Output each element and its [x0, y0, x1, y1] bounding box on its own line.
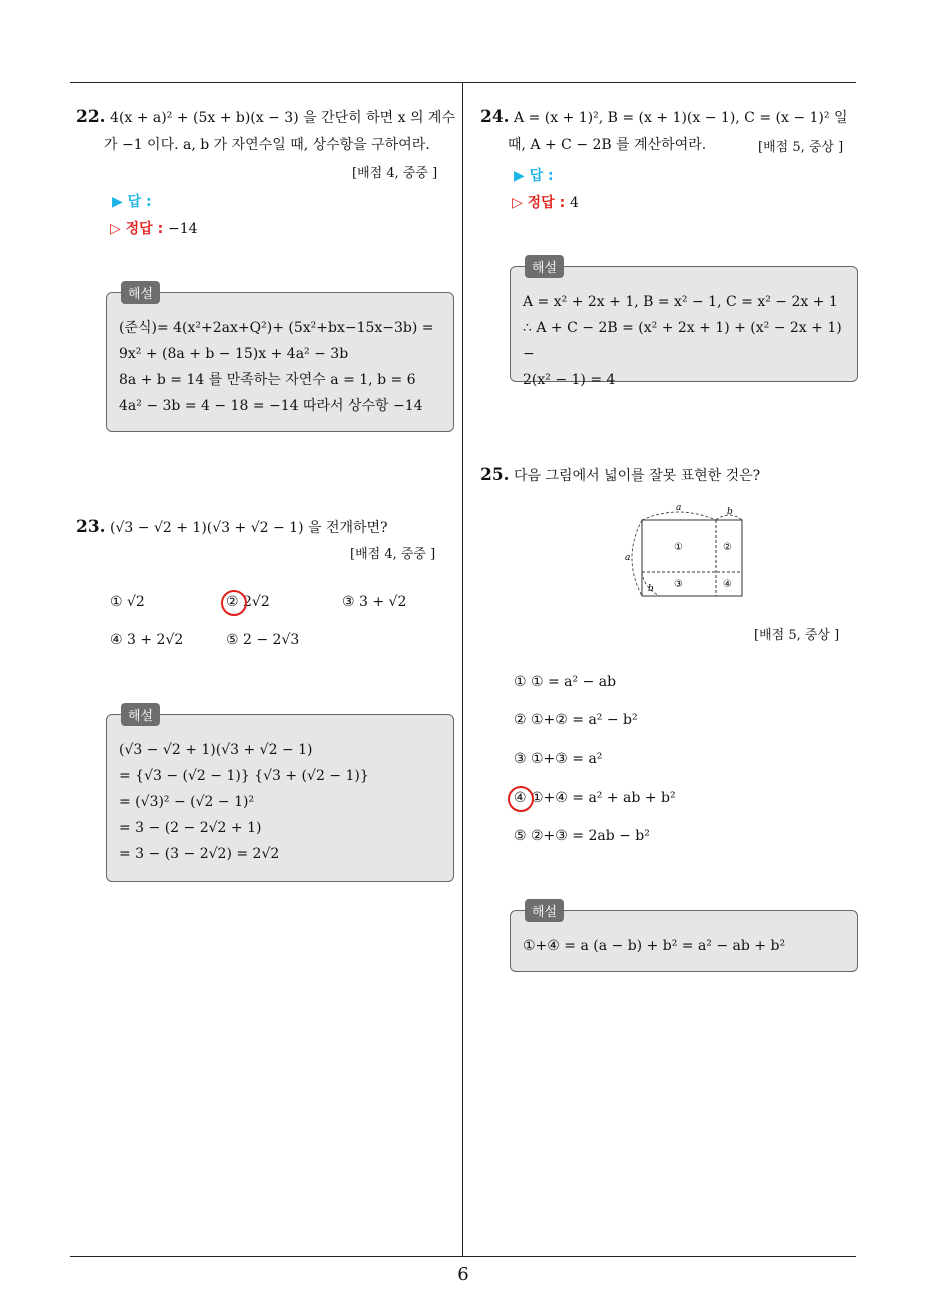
q23-explain-line: = 3 − (2 − 2√2 + 1)	[119, 820, 262, 836]
q22-number: 22.	[76, 107, 106, 127]
q23-option-3[interactable]: ③ 3 + √2	[342, 594, 407, 610]
q24-score: [배점 5, 중상 ]	[758, 140, 844, 155]
q23-option-1[interactable]: ① √2	[110, 594, 145, 610]
q25-option-5[interactable]: ⑤ ②+③ = 2ab − b²	[514, 828, 650, 844]
q22-explain-line: (준식)= 4(x²+2ax+Q²)+ (5x²+bx−15x−3b) =	[119, 320, 434, 336]
q22-explain-line: 8a + b = 14 를 만족하는 자연수 a = 1, b = 6	[119, 372, 416, 388]
figure-region-1: ①	[674, 542, 683, 553]
q25-area-figure	[620, 500, 750, 600]
q23-explanation-tag: 해설	[121, 703, 160, 726]
q24-explanation-lines	[511, 267, 857, 401]
q22-correct-answer	[110, 218, 198, 238]
q25-explanation-box	[510, 905, 858, 972]
q24-correct-label: ▷ 정답 :	[512, 195, 566, 211]
figure-region-3: ③	[674, 579, 683, 590]
q22-line2: 가 −1 이다. a, b 가 자연수일 때, 상수항을 구하여라.	[104, 137, 430, 153]
q23-explanation-lines	[107, 715, 453, 875]
q25-option-1[interactable]: ① ① = a² − ab	[514, 674, 617, 690]
figure-left-brace-a	[632, 520, 642, 596]
q22-explanation-box	[106, 287, 454, 432]
q25-number: 25.	[480, 465, 510, 485]
q22-answer-label: ▶ 답 :	[112, 194, 152, 210]
q23-line1: (√3 − √2 + 1)(√3 + √2 − 1) 을 전개하면?	[110, 520, 388, 536]
q23-number: 23.	[76, 517, 106, 537]
figure-label-a-left: a	[625, 553, 631, 563]
q23-explanation-box	[106, 709, 454, 882]
q23-selected-mark	[221, 590, 247, 616]
q24-line1: A = (x + 1)², B = (x + 1)(x − 1), C = (x − 1)² 일	[514, 110, 848, 126]
q23-score: [배점 4, 중중 ]	[350, 547, 436, 562]
page-number: 6	[457, 1264, 469, 1285]
q22-correct-value: −14	[168, 221, 198, 237]
q22-explanation-lines	[107, 293, 453, 427]
q23-explain-line: (√3 − √2 + 1)(√3 + √2 − 1)	[119, 742, 313, 758]
figure-label-b-bottom: b	[648, 584, 654, 594]
q22-question	[76, 104, 456, 159]
q25-option-2[interactable]: ② ①+② = a² − b²	[514, 712, 638, 728]
figure-label-b-top: b	[727, 507, 733, 517]
q24-correct-answer	[512, 192, 579, 212]
q25-option-4[interactable]: ④ ①+④ = a² + ab + b²	[514, 790, 676, 806]
q23-explain-line: = 3 − (3 − 2√2) = 2√2	[119, 846, 280, 862]
q22-line1: 4(x + a)² + (5x + b)(x − 3) 을 간단히 하면 x 의 계수	[110, 110, 455, 126]
q23-option-4[interactable]: ④ 3 + 2√2	[110, 632, 184, 648]
q23-explain-line: = (√3)² − (√2 − 1)²	[119, 794, 255, 810]
q25-explain-line: ①+④ = a (a − b) + b² = a² − ab + b²	[523, 938, 786, 954]
q25-score: [배점 5, 중상 ]	[754, 628, 840, 643]
column-divider	[462, 82, 463, 1256]
q25-option-3[interactable]: ③ ①+③ = a²	[514, 751, 603, 767]
q23-option-5[interactable]: ⑤ 2 − 2√3	[226, 632, 300, 648]
q24-number: 24.	[480, 107, 510, 127]
q22-score: [배점 4, 중중 ]	[352, 166, 438, 181]
q25-explanation-tag: 해설	[525, 899, 564, 922]
q24-explain-line: ∴ A + C − 2B = (x² + 2x + 1) + (x² − 2x + 1) −	[523, 320, 842, 362]
q23-question	[76, 514, 388, 542]
figure-label-a-top: a	[676, 503, 682, 513]
bottom-rule	[70, 1256, 856, 1257]
q23-option-2[interactable]: ② 2√2	[226, 594, 270, 610]
q22-explanation-tag: 해설	[121, 281, 160, 304]
q24-line2: 때, A + C − 2B 를 계산하여라.	[508, 137, 707, 153]
q24-explanation-box	[510, 261, 858, 388]
q25-question	[480, 462, 760, 490]
figure-region-2: ②	[723, 542, 732, 553]
q25-selected-mark	[508, 786, 534, 812]
q25-line1: 다음 그림에서 넓이를 잘못 표현한 것은?	[514, 468, 761, 484]
q22-explain-line: 9x² + (8a + b − 15)x + 4a² − 3b	[119, 346, 349, 362]
q22-correct-label: ▷ 정답 :	[110, 221, 164, 237]
figure-top-brace-a	[642, 512, 716, 520]
q24-answer-label: ▶ 답 :	[514, 168, 554, 184]
q24-explanation-tag: 해설	[525, 255, 564, 278]
q24-explain-line: A = x² + 2x + 1, B = x² − 1, C = x² − 2x + 1	[523, 294, 838, 310]
figure-region-4: ④	[723, 579, 732, 590]
q22-explain-line: 4a² − 3b = 4 − 18 = −14 따라서 상수항 −14	[119, 398, 423, 414]
q23-explain-line: = {√3 − (√2 − 1)} {√3 + (√2 − 1)}	[119, 768, 369, 784]
top-rule	[70, 82, 856, 83]
q24-correct-value: 4	[570, 195, 579, 211]
q24-explain-line: 2(x² − 1) = 4	[523, 372, 616, 388]
